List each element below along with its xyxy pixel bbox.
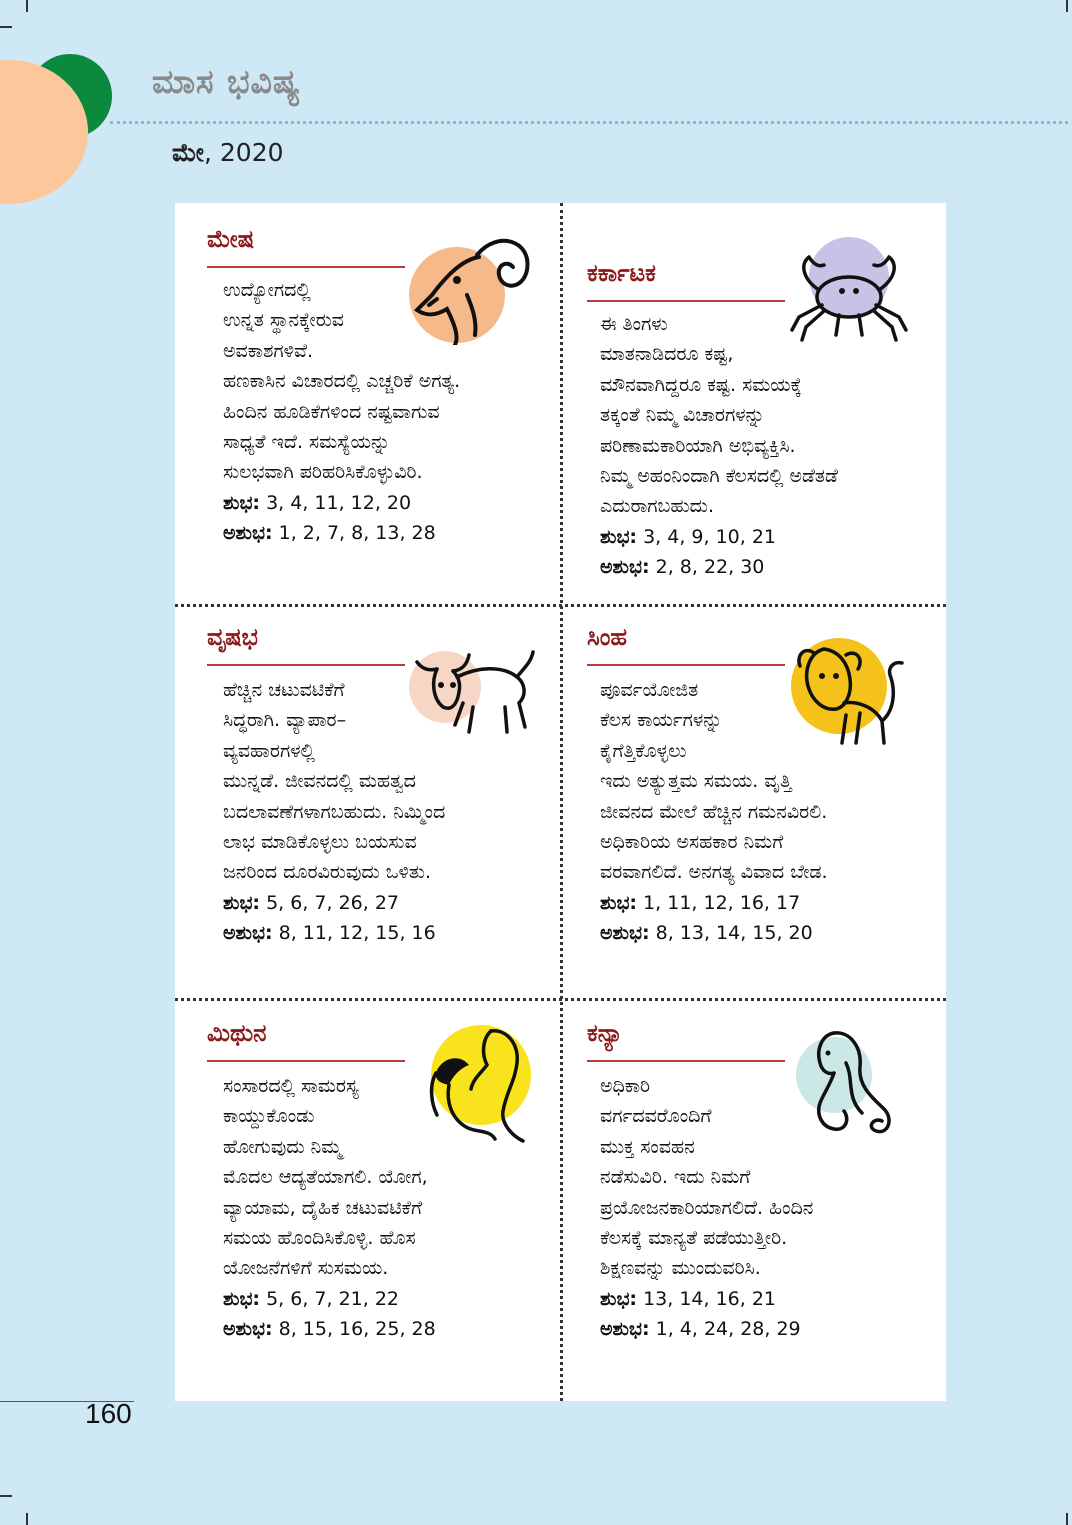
unlucky-dates xyxy=(223,1314,436,1344)
sign-underline xyxy=(587,300,785,302)
prediction-line: ತಕ್ಕಂತೆ ನಿಮ್ಮ ವಿಚಾರಗಳನ್ನು xyxy=(600,404,765,427)
prediction-line: ವ್ಯವಹಾರಗಳಲ್ಲಿ xyxy=(223,739,315,762)
sign-underline xyxy=(587,664,785,666)
month-name: ಮೇ xyxy=(172,138,204,167)
sign-card-simha xyxy=(562,607,946,997)
sign-card-mesha xyxy=(175,203,559,603)
prediction-line: ಇದು ಅತ್ಯುತ್ತಮ ಸಮಯ. ವೃತ್ತಿ xyxy=(600,770,792,793)
title-divider xyxy=(110,121,1068,124)
unlucky-dates xyxy=(600,552,838,582)
prediction-line: ಸಿದ್ಧರಾಗಿ. ವ್ಯಾಪಾರ– xyxy=(223,709,347,732)
sign-underline xyxy=(207,1060,405,1062)
prediction-line: ಪರಿಣಾಮಕಾರಿಯಾಗಿ ಅಭಿವ್ಯಕ್ತಿಸಿ. xyxy=(600,434,796,457)
unlucky-label: ಅಶುಭ: xyxy=(600,922,650,945)
prediction-line: ಕೈಗೆತ್ತಿಕೊಳ್ಳಲು xyxy=(600,739,687,762)
lucky-label: ಶುಭ: xyxy=(600,525,638,548)
unlucky-dates xyxy=(600,918,828,948)
prediction-line: ಅವಕಾಶಗಳಿವೆ. xyxy=(223,339,314,362)
unlucky-values: 8, 15, 16, 25, 28 xyxy=(278,1318,436,1341)
lucky-dates xyxy=(600,888,828,918)
prediction-line: ಜೀವನದ ಮೇಲೆ ಹೆಚ್ಚಿನ ಗಮನವಿರಲಿ. xyxy=(600,800,828,823)
unlucky-label: ಅಶುಭ: xyxy=(223,922,273,945)
lucky-values: 5, 6, 7, 21, 22 xyxy=(266,1287,400,1310)
prediction-line: ನಿಮ್ಮ ಅಹಂನಿಂದಾಗಿ ಕೆಲಸದಲ್ಲಿ ಅಡೆತಡೆ xyxy=(600,465,838,488)
sign-underline xyxy=(207,664,405,666)
prediction-line: ಮುಕ್ತ ಸಂವಹನ xyxy=(600,1135,695,1158)
unlucky-values: 8, 11, 12, 15, 16 xyxy=(278,922,436,945)
lucky-dates xyxy=(600,1284,813,1314)
lucky-values: 5, 6, 7, 26, 27 xyxy=(266,891,400,914)
unlucky-values: 1, 4, 24, 28, 29 xyxy=(655,1318,801,1341)
sign-underline xyxy=(587,1060,785,1062)
sign-card-kanya xyxy=(562,1001,946,1401)
prediction-line: ನಡೆಸುವಿರಿ. ಇದು ನಿಮಗೆ xyxy=(600,1166,751,1189)
prediction-line: ಸುಲಭವಾಗಿ ಪರಿಹರಿಸಿಕೊಳ್ಳುವಿರಿ. xyxy=(223,461,423,484)
month-heading: ಮೇ, 2020 xyxy=(172,138,284,167)
unlucky-label: ಅಶುಭ: xyxy=(223,1318,273,1341)
prediction-line: ಬದಲಾವಣೆಗಳಾಗಬಹುದು. ನಿಮ್ಮಿಂದ xyxy=(223,800,446,823)
sign-name: ಮೇಷ xyxy=(207,225,255,253)
unlucky-values: 2, 8, 22, 30 xyxy=(655,556,765,579)
prediction-line: ಅಧಿಕಾರಿ xyxy=(600,1075,651,1097)
lucky-values: 13, 14, 16, 21 xyxy=(643,1287,777,1310)
sign-name: ಕನ್ಯಾ xyxy=(587,1019,623,1047)
prediction-line: ವ್ಯಾಯಾಮ, ದೈಹಿಕ ಚಟುವಟಿಕೆಗೆ xyxy=(223,1196,422,1219)
prediction-line: ಉನ್ನತ ಸ್ಥಾನಕ್ಕೇರುವ xyxy=(223,309,344,332)
horoscope-panel xyxy=(175,203,946,1401)
sign-card-vrushabha xyxy=(175,607,559,997)
sign-name: ಕರ್ಕಾಟಕ xyxy=(587,259,656,287)
crop-mark xyxy=(26,1513,28,1525)
prediction-line: ವರ್ಗದವರೊಂದಿಗೆ xyxy=(600,1105,712,1128)
sign-text xyxy=(600,675,828,949)
prediction-line: ಕೆಲಸಕ್ಕೆ ಮಾನ್ಯತೆ ಪಡೆಯುತ್ತೀರಿ. xyxy=(600,1227,788,1250)
prediction-line: ಲಾಭ ಮಾಡಿಕೊಳ್ಳಲು ಬಯಸುವ xyxy=(223,831,417,854)
prediction-line: ಅಧಿಕಾರಿಯ ಅಸಹಕಾರ ನಿಮಗೆ xyxy=(600,831,784,854)
page-number: 160 xyxy=(85,1398,132,1429)
sign-text xyxy=(223,675,445,949)
prediction-line: ಜನರಿಂದ ದೂರವಿರುವುದು ಒಳಿತು. xyxy=(223,861,432,884)
crop-mark xyxy=(1066,0,1068,12)
sign-text xyxy=(600,309,838,583)
prediction-line: ಮುನ್ನಡೆ. ಜೀವನದಲ್ಲಿ ಮಹತ್ವದ xyxy=(223,770,416,793)
lucky-values: 3, 4, 9, 10, 21 xyxy=(643,525,777,548)
unlucky-label: ಅಶುಭ: xyxy=(223,522,273,545)
lucky-label: ಶುಭ: xyxy=(600,1287,638,1310)
unlucky-label: ಅಶುಭ: xyxy=(600,556,650,579)
prediction-line: ಪೂರ್ವಯೋಜಿತ xyxy=(600,679,699,701)
prediction-line: ಸಮಯ ಹೊಂದಿಸಿಕೊಳ್ಳಿ. ಹೊಸ xyxy=(223,1227,416,1250)
crop-mark xyxy=(0,26,12,28)
unlucky-dates xyxy=(223,918,445,948)
sign-text xyxy=(223,275,460,549)
unlucky-values: 1, 2, 7, 8, 13, 28 xyxy=(278,522,436,545)
prediction-line: ಹೆಚ್ಚಿನ ಚಟುವಟಿಕೆಗೆ xyxy=(223,679,345,701)
prediction-line: ಮೌನವಾಗಿದ್ದರೂ ಕಷ್ಟ. ಸಮಯಕ್ಕೆ xyxy=(600,373,802,396)
lucky-values: 3, 4, 11, 12, 20 xyxy=(266,491,412,514)
sign-text xyxy=(223,1071,436,1345)
lucky-label: ಶುಭ: xyxy=(223,891,261,914)
prediction-line: ಮಾತನಾಡಿದರೂ ಕಷ್ಟ, xyxy=(600,343,734,366)
sign-name: ವೃಷಭ xyxy=(207,623,258,651)
unlucky-dates xyxy=(600,1314,813,1344)
prediction-line: ಮೊದಲ ಆದ್ಯತೆಯಾಗಲಿ. ಯೋಗ, xyxy=(223,1166,428,1189)
prediction-line: ಈ ತಿಂಗಳು xyxy=(600,313,668,335)
unlucky-dates xyxy=(223,518,460,548)
sign-card-karkataka xyxy=(562,203,946,603)
lucky-label: ಶುಭ: xyxy=(600,891,638,914)
prediction-line: ಶಿಕ್ಷಣವನ್ನು ಮುಂದುವರಿಸಿ. xyxy=(600,1257,761,1280)
prediction-line: ಸಾಧ್ಯತೆ ಇದೆ. ಸಮಸ್ಯೆಯನ್ನು xyxy=(223,431,391,454)
prediction-line: ವರವಾಗಲಿದೆ. ಅನಗತ್ಯ ವಿವಾದ ಬೇಡ. xyxy=(600,861,828,884)
unlucky-values: 8, 13, 14, 15, 20 xyxy=(655,922,813,945)
lucky-dates xyxy=(223,1284,436,1314)
crop-mark xyxy=(1066,1513,1068,1525)
prediction-line: ಕೆಲಸ ಕಾರ್ಯಗಳನ್ನು xyxy=(600,709,723,732)
prediction-line: ಯೋಜನೆಗಳಿಗೆ ಸುಸಮಯ. xyxy=(223,1257,389,1280)
lucky-dates xyxy=(223,888,445,918)
crop-mark xyxy=(26,0,28,12)
unlucky-label: ಅಶುಭ: xyxy=(600,1318,650,1341)
sign-text xyxy=(600,1071,813,1345)
prediction-line: ಸಂಸಾರದಲ್ಲಿ ಸಾಮರಸ್ಯ xyxy=(223,1075,359,1097)
lucky-dates xyxy=(223,488,460,518)
lucky-values: 1, 11, 12, 16, 17 xyxy=(643,891,801,914)
sign-underline xyxy=(207,266,405,268)
prediction-line: ಹೋಗುವುದು ನಿಮ್ಮ xyxy=(223,1135,342,1158)
crop-mark xyxy=(0,1495,12,1497)
page-title: ಮಾಸ ಭವಿಷ್ಯ xyxy=(152,62,301,101)
lucky-dates xyxy=(600,522,838,552)
lucky-label: ಶುಭ: xyxy=(223,491,261,514)
prediction-line: ಕಾಯ್ದುಕೊಂಡು xyxy=(223,1105,315,1128)
prediction-line: ಎದುರಾಗಬಹುದು. xyxy=(600,495,714,518)
sign-name: ಮಿಥುನ xyxy=(207,1019,267,1047)
month-year: 2020 xyxy=(219,138,284,167)
prediction-line: ಹಿಂದಿನ ಹೂಡಿಕೆಗಳಿಂದ ನಷ್ಟವಾಗುವ xyxy=(223,400,440,423)
prediction-line: ಉದ್ಯೋಗದಲ್ಲಿ xyxy=(223,279,311,301)
prediction-line: ಪ್ರಯೋಜನಕಾರಿಯಾಗಲಿದೆ. ಹಿಂದಿನ xyxy=(600,1196,814,1219)
sign-card-mithuna xyxy=(175,1001,559,1401)
lucky-label: ಶುಭ: xyxy=(223,1287,261,1310)
sign-name: ಸಿಂಹ xyxy=(587,623,628,651)
prediction-line: ಹಣಕಾಸಿನ ವಿಚಾರದಲ್ಲಿ ಎಚ್ಚರಿಕೆ ಅಗತ್ಯ. xyxy=(223,370,461,393)
